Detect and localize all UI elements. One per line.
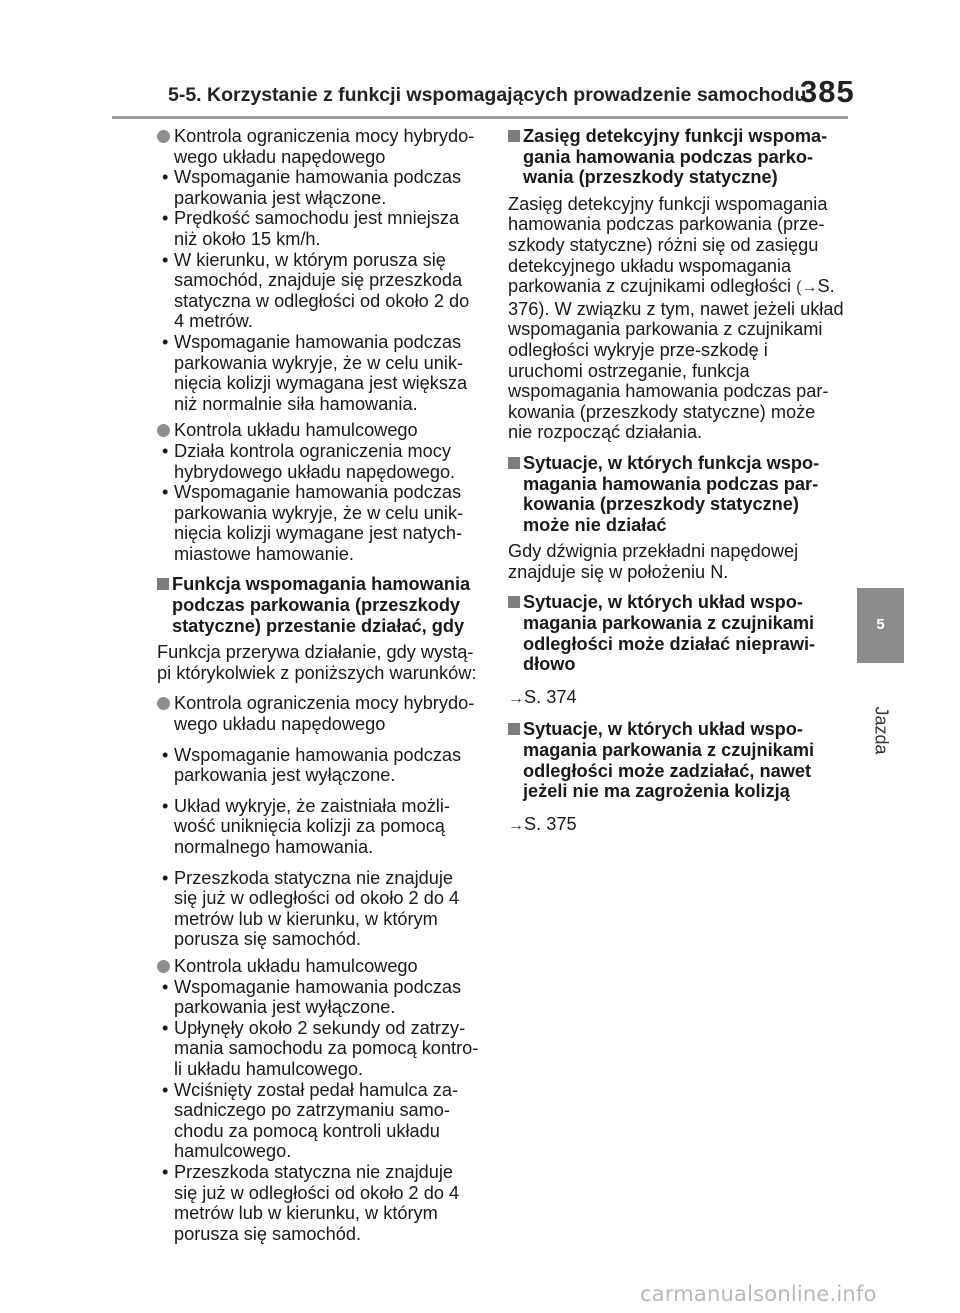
list-item: • Wspomaganie hamowania podczas parkowania wykryje, że w celu unik-nięcia kolizji wymagane jest natych-miastowe hamowanie. [162,482,464,564]
bullet-text: Kontrola ograniczenia mocy hybrydo-wego układu napędowego [174,693,475,735]
paragraph: Funkcja przerywa działanie, gdy wystą-pi którykolwiek z poniższych warunków: [157,642,477,683]
list-item: • Działa kontrola ograniczenia mocy hybrydowego układu napędowego. [162,440,456,482]
section-heading: Sytuacje, w których funkcja wspo-magania hamowania podczas par-kowania (przeszkody statyczne) może nie działać [508,453,844,535]
chapter-label-text: Jazda [871,705,892,755]
dot-bullet-icon: • [162,867,169,888]
dot-bullet-icon: • [162,440,169,461]
square-bullet-icon [508,723,520,735]
page-reference[interactable]: →S. 375 [508,813,577,834]
left-column [157,126,481,1244]
dot-bullet-icon: • [162,1161,169,1182]
arrow-right-icon: → [508,689,524,707]
dot-bullet-icon: • [162,744,169,765]
chapter-tab [857,588,904,663]
list-item: • Układ wykryje, że zaistniała możli-wość uniknięcia kolizji za pomocą normalnego hamowania. [162,795,450,857]
circle-bullet-icon [157,697,170,710]
circle-bullet-item [157,693,481,734]
bullet-text: Kontrola układu hamulcowego [174,420,418,441]
section-heading: Sytuacje, w których układ wspo-magania parkowania z czujnikami odległości może zadziałać, nawet jeżeli nie ma zagrożenia kolizją [508,719,844,801]
arrow-right-icon: (→ [796,279,818,297]
dot-bullet-icon: • [162,249,169,270]
right-column [508,126,844,836]
circle-bullet-item [157,956,481,977]
list-item: • Prędkość samochodu jest mniejsza niż około 15 km/h. [162,208,460,249]
section-heading: Zasięg detekcyjny funkcji wspoma-gania hamowania podczas parko-wania (przeszkody statyczne) [508,126,844,188]
list-item: • Upłynęły około 2 sekundy od zatrzy-mania samochodu za pomocą kontro-li układu hamulcowego. [162,1017,479,1079]
list-item: • Wspomaganie hamowania podczas parkowania jest wyłączone. [162,744,462,786]
page-header [0,0,960,120]
header-divider [112,116,848,119]
circle-bullet-icon [157,960,170,973]
arrow-right-icon: → [508,816,524,834]
circle-bullet-icon [157,424,170,437]
list-item: • Przeszkoda statyczna nie znajduje się już w odległości od około 2 do 4 metrów lub w kierunku, w którym porusza się samochód. [162,1161,460,1244]
list-item: • W kierunku, w którym porusza się samochód, znajduje się przeszkoda statyczna w odległości od około 2 do 4 metrów. [162,249,470,332]
list-item: • Wspomaganie hamowania podczas parkowania wykryje, że w celu unik-nięcia kolizji wymagana jest większa niż normalnie siła hamowania. [162,331,468,414]
dot-bullet-icon: • [162,208,169,229]
list-item: • Wciśnięty został pedał hamulca za-sadniczego po zatrzymaniu samo-chodu za pomocą kontroli układu hamulcowego. [162,1079,459,1162]
list-item: • Wspomaganie hamowania podczas parkowania jest włączone. [162,167,462,208]
list-item: • Wspomaganie hamowania podczas parkowania jest wyłączone. [162,976,462,1018]
page-number: 385 [800,74,855,109]
page-reference[interactable]: →S. 374 [508,686,577,707]
circle-bullet-item [157,126,481,167]
paragraph: Gdy dźwignia przekładni napędowej znajduje się w położeniu N. [508,541,799,582]
square-bullet-icon [508,130,520,142]
square-bullet-icon [508,596,520,608]
watermark: carmanualsonline.info [640,1282,877,1306]
circle-bullet-icon [157,130,170,143]
bullet-text: Kontrola ograniczenia mocy hybrydo-wego układu napędowego [174,126,475,167]
square-bullet-icon [157,578,169,590]
section-heading: Funkcja wspomagania hamowania podczas parkowania (przeszkody statyczne) przestanie działać, gdy [157,574,481,636]
dot-bullet-icon: • [162,976,169,997]
dot-bullet-icon: • [162,331,169,352]
chapter-number: 5 [876,616,885,633]
chapter-label [846,700,916,760]
square-bullet-icon [508,457,520,469]
section-title: 5-5. Korzystanie z funkcji wspomagających prowadzenie samochodu [168,84,807,106]
dot-bullet-icon: • [162,1017,169,1038]
section-heading: Sytuacje, w których układ wspo-magania parkowania z czujnikami odległości może działać nieprawi-dłowo [508,592,844,674]
dot-bullet-icon: • [162,795,169,816]
dot-bullet-icon: • [162,482,169,503]
dot-bullet-icon: • [162,167,169,188]
bullet-text: Kontrola układu hamulcowego [174,955,418,976]
dot-bullet-icon: • [162,1079,169,1100]
list-item: • Przeszkoda statyczna nie znajduje się już w odległości od około 2 do 4 metrów lub w kierunku, w którym porusza się samochód. [162,867,460,950]
paragraph: Zasięg detekcyjny funkcji wspomagania hamowania podczas parkowania (prze-szkody statyczne) różni się od zasięgu detekcyjnego układu wspomagania parkowania z czujnikami odległości (→S. 376). W związku z tym, nawet jeżeli układ wspomagania parkowania z czujnikami odległości wykryje prze-szkodę i uruchomi ostrzeganie, funkcja wspomagania hamowania podczas par-kowania (przeszkody statyczne) może nie rozpocząć działania. [508,193,844,443]
circle-bullet-item [157,420,481,441]
